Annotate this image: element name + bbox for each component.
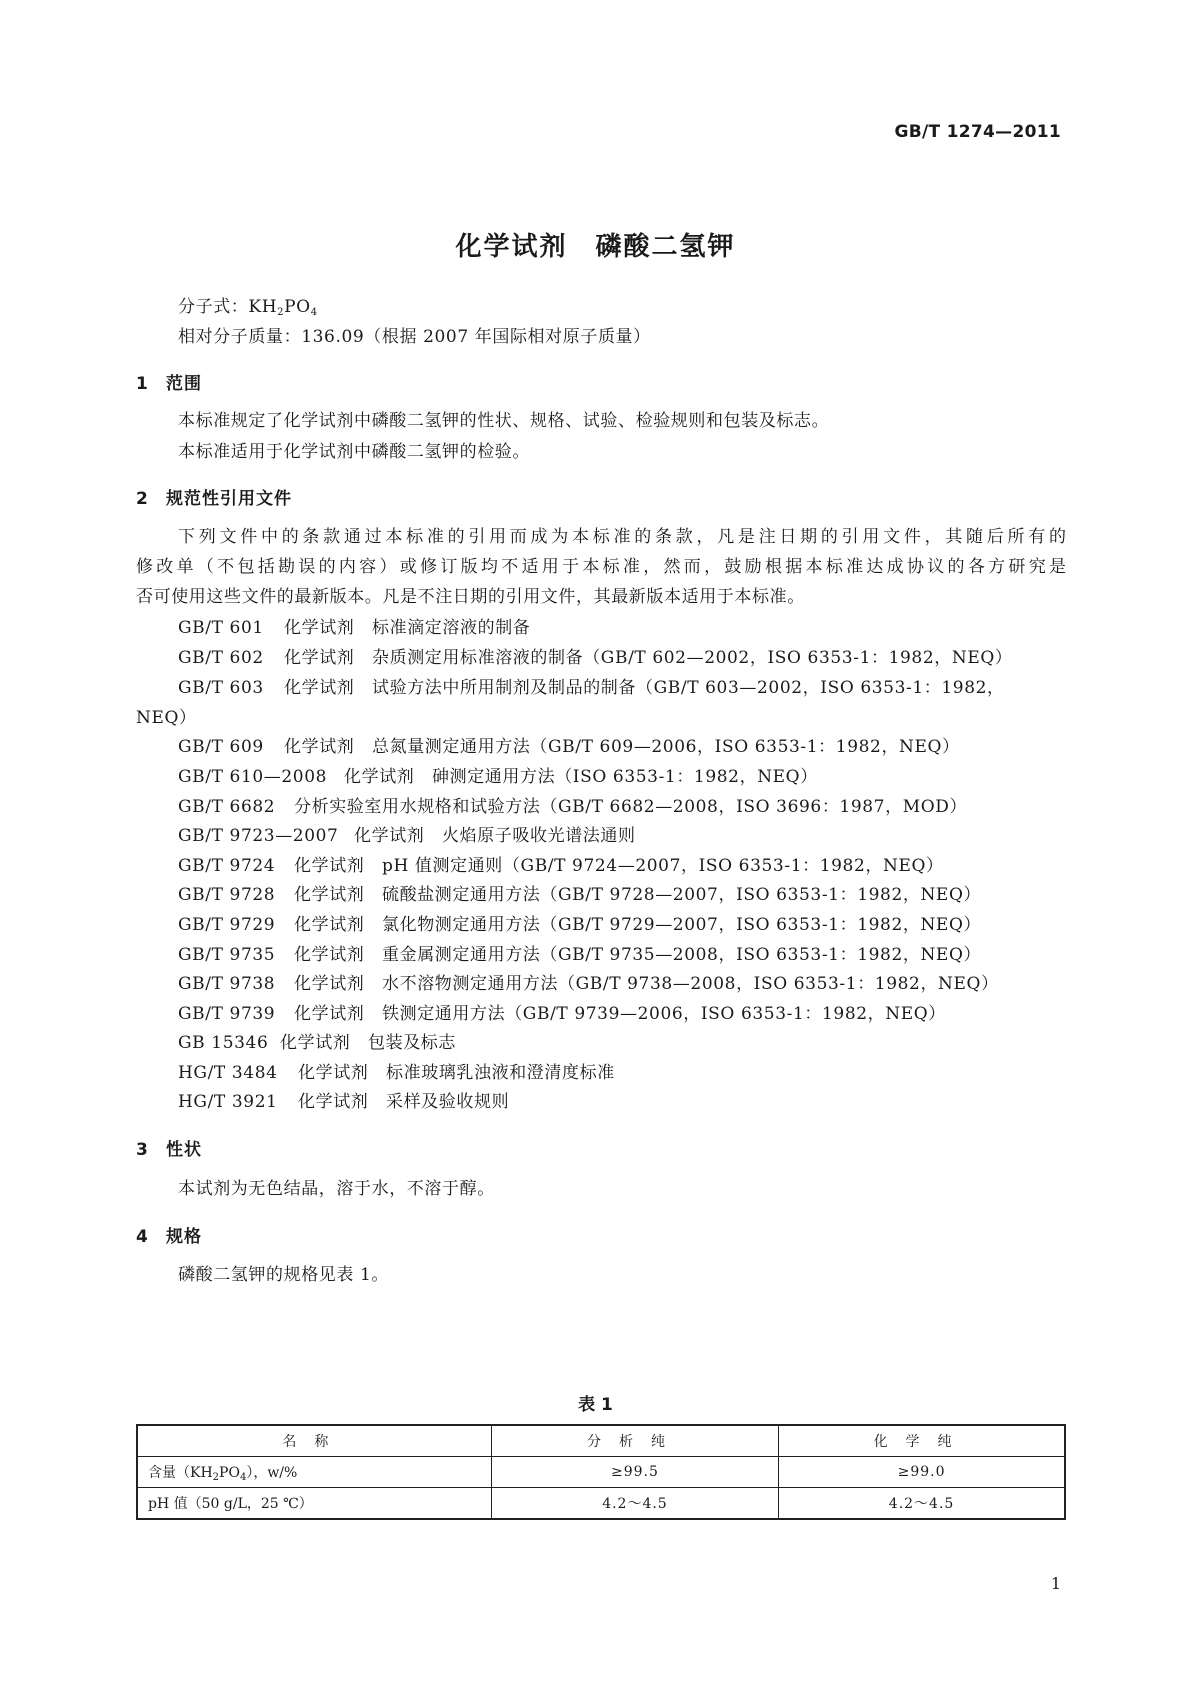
refs-intro-line-3: 否可使用这些文件的最新版本。凡是不注日期的引用文件，其最新版本适用于本标准。 [136, 587, 805, 607]
ref-code: GB/T 602 [178, 648, 264, 668]
ref-text: 化学试剂 铁测定通用方法（GB/T 9739—2006，ISO 6353-1：1982，NEQ） [294, 1004, 946, 1024]
properties-paragraph: 本试剂为无色结晶，溶于水，不溶于醇。 [178, 1179, 495, 1199]
ref-code: GB/T 9724 [178, 856, 276, 876]
spec-table [136, 1424, 1066, 1520]
ref-text: 化学试剂 硫酸盐测定通用方法（GB/T 9728—2007，ISO 6353-1：1982，NEQ） [294, 885, 982, 905]
row-analytical-value: 4.2～4.5 [491, 1488, 778, 1520]
ref-item-continuation: NEQ） [136, 708, 197, 728]
section-2-heading [136, 484, 292, 509]
ref-text: 化学试剂 氯化物测定通用方法（GB/T 9729—2007，ISO 6353-1：1982，NEQ） [294, 915, 982, 935]
ref-code: HG/T 3484 [178, 1063, 278, 1083]
formula-sub-1: 2 [277, 307, 285, 318]
row-name-sub-1: 2 [212, 1472, 220, 1483]
scope-paragraph-1: 本标准规定了化学试剂中磷酸二氢钾的性状、规格、试验、检验规则和包装及标志。 [178, 411, 830, 431]
ref-text: 化学试剂 采样及验收规则 [298, 1092, 510, 1112]
ref-code: GB/T 9738 [178, 974, 276, 994]
ref-item [178, 999, 946, 1024]
ref-item [178, 940, 981, 965]
row-name-suffix: ），w/% [246, 1465, 298, 1481]
ref-text: 化学试剂 火焰原子吸收光谱法通则 [354, 826, 636, 846]
ref-code: GB/T 9735 [178, 945, 276, 965]
section-3-number: 3 [136, 1140, 149, 1160]
ref-text: 化学试剂 包装及标志 [280, 1033, 456, 1053]
ref-item [178, 1087, 509, 1112]
table-header-row [137, 1425, 1065, 1457]
section-2-number: 2 [136, 489, 149, 509]
table-caption: 表 1 [578, 1395, 613, 1415]
refs-intro-line-1: 下列文件中的条款通过本标准的引用而成为本标准的条款，凡是注日期的引用文件，其随后所有的 [178, 527, 1066, 547]
section-1-title: 范围 [166, 374, 202, 394]
ref-text: 化学试剂 杂质测定用标准溶液的制备（GB/T 602—2002，ISO 6353-1：1982，NEQ） [284, 648, 1013, 668]
document-title [0, 226, 1191, 263]
row-analytical-value: ≥99.5 [491, 1457, 778, 1488]
page-number: 1 [1050, 1574, 1061, 1593]
ref-item [178, 792, 967, 817]
scope-paragraph-2: 本标准适用于化学试剂中磷酸二氢钾的检验。 [178, 442, 530, 462]
ref-code: GB 15346 [178, 1033, 269, 1053]
section-1-number: 1 [136, 374, 149, 394]
ref-code: GB/T 9739 [178, 1004, 276, 1024]
ref-code: GB/T 6682 [178, 797, 276, 817]
row-name [137, 1457, 491, 1488]
ref-code: GB/T 601 [178, 618, 264, 638]
ref-text: 化学试剂 砷测定通用方法（ISO 6353-1：1982，NEQ） [344, 767, 818, 787]
refs-intro-line-2: 修改单（不包括勘误的内容）或修订版均不适用于本标准，然而，鼓励根据本标准达成协议的各方研究是 [136, 557, 1066, 577]
ref-item [178, 673, 1005, 698]
ref-item [178, 1028, 456, 1053]
ref-item [178, 851, 944, 876]
ref-code: GB/T 9728 [178, 885, 276, 905]
standard-code: GB/T 1274—2011 [894, 122, 1061, 142]
section-4-title: 规格 [166, 1227, 202, 1247]
ref-text: 化学试剂 标准滴定溶液的制备 [284, 618, 531, 638]
title-part-2: 磷酸二氢钾 [595, 232, 736, 262]
ref-text: 化学试剂 水不溶物测定通用方法（GB/T 9738—2008，ISO 6353-1：1982，NEQ） [294, 974, 999, 994]
header-name: 名称 [137, 1425, 491, 1457]
ref-code: GB/T 603 [178, 678, 264, 698]
ref-code: GB/T 9729 [178, 915, 276, 935]
row-name-sub-2: 4 [239, 1472, 247, 1483]
ref-code: GB/T 9723—2007 [178, 826, 339, 846]
ref-text: 化学试剂 pH 值测定通则（GB/T 9724—2007，ISO 6353-1：1982，NEQ） [294, 856, 944, 876]
ref-text: 化学试剂 试验方法中所用制剂及制品的制备（GB/T 603—2002，ISO 6353-1：1982， [284, 678, 1005, 698]
ref-item [178, 880, 981, 905]
formula-sub-2: 4 [310, 307, 318, 318]
ref-code: GB/T 610—2008 [178, 767, 328, 787]
ref-item [178, 910, 981, 935]
table-row [137, 1488, 1065, 1520]
section-4-heading [136, 1222, 202, 1247]
section-1-heading [136, 369, 202, 394]
section-3-title: 性状 [166, 1140, 202, 1160]
ref-code: GB/T 609 [178, 737, 264, 757]
row-chemical-value: 4.2～4.5 [779, 1488, 1065, 1520]
row-name-mid: PO [219, 1465, 240, 1481]
header-chemical-grade: 化学纯 [779, 1425, 1065, 1457]
header-analytical-grade: 分析纯 [491, 1425, 778, 1457]
ref-item [178, 969, 999, 994]
ref-item [178, 643, 1012, 668]
title-part-1: 化学试剂 [455, 232, 568, 262]
section-3-heading [136, 1135, 202, 1160]
ref-text: 化学试剂 重金属测定通用方法（GB/T 9735—2008，ISO 6353-1：1982，NEQ） [294, 945, 982, 965]
ref-text: 化学试剂 总氮量测定通用方法（GB/T 609—2006，ISO 6353-1：1982，NEQ） [284, 737, 960, 757]
ref-code: HG/T 3921 [178, 1092, 278, 1112]
row-chemical-value: ≥99.0 [779, 1457, 1065, 1488]
formula-mid: PO [284, 297, 311, 317]
row-name-prefix: 含量（KH [148, 1465, 213, 1481]
spec-paragraph: 磷酸二氢钾的规格见表 1。 [178, 1265, 390, 1285]
ref-item [178, 1058, 615, 1083]
formula-prefix: 分子式：KH [178, 297, 278, 317]
ref-item [178, 762, 818, 787]
row-name: pH 值（50 g/L，25 ℃） [137, 1488, 491, 1520]
section-2-title: 规范性引用文件 [166, 489, 292, 509]
ref-text: 分析实验室用水规格和试验方法（GB/T 6682—2008，ISO 3696：1987，MOD） [294, 797, 968, 817]
table-row [137, 1457, 1065, 1488]
ref-item [178, 821, 636, 846]
molecular-formula [178, 292, 318, 317]
ref-item [178, 732, 960, 757]
molar-mass: 相对分子质量：136.09（根据 2007 年国际相对原子质量） [178, 327, 651, 347]
ref-text: 化学试剂 标准玻璃乳浊液和澄清度标准 [298, 1063, 615, 1083]
ref-item [178, 613, 530, 638]
section-4-number: 4 [136, 1227, 149, 1247]
